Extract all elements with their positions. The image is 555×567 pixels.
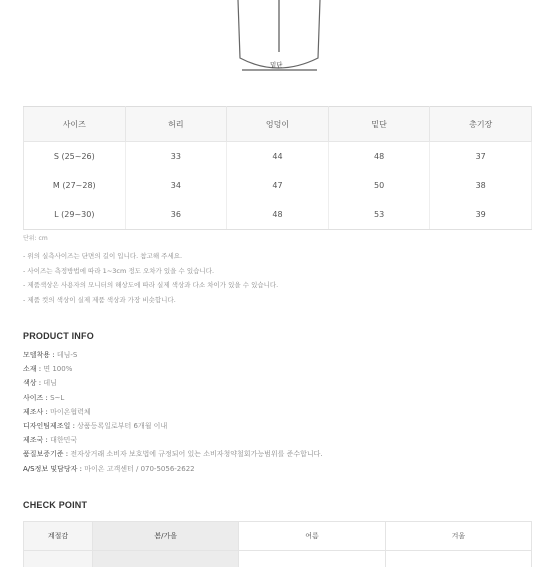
info-value: 전자상거래 소비자 보호법에 규정되어 있는 소비자청약철회가능범위를 준수합니다. (70, 450, 322, 458)
info-key: 사이즈 (23, 394, 43, 402)
header-size: 사이즈 (24, 107, 126, 142)
header-hip: 엉덩이 (227, 107, 329, 142)
waist-cell: 34 (125, 171, 227, 200)
info-sep: : (43, 408, 50, 416)
note-item: - 사이즈는 측정방법에 따라 1~3cm 정도 오차가 있을 수 있습니다. (23, 264, 278, 279)
waist-cell: 33 (125, 142, 227, 172)
info-value: 상품등록일로부터 6개월 이내 (77, 422, 167, 430)
info-sep: : (64, 450, 71, 458)
season-option-winter: 겨울 (385, 522, 531, 551)
hem-label: 밑단 (270, 60, 283, 69)
product-info-title: PRODUCT INFO (23, 331, 94, 341)
size-cell: S (25~26) (24, 142, 126, 172)
garment-diagram (0, 0, 555, 95)
unit-label: 단위: cm (23, 233, 48, 242)
size-cell: M (27~28) (24, 171, 126, 200)
info-row (23, 348, 323, 362)
size-notes (23, 249, 278, 307)
season-row (24, 522, 532, 551)
info-sep: : (50, 351, 57, 359)
info-key: 소재 (23, 365, 37, 373)
info-sep: : (43, 436, 50, 444)
table-row (24, 142, 532, 172)
info-row (23, 405, 323, 419)
info-value: 데님 (43, 379, 57, 387)
size-table-header (24, 107, 532, 142)
note-item: - 제품색상은 사용자의 모니터의 해상도에 따라 실제 색상과 다소 차이가 있을 수 있습니다. (23, 278, 278, 293)
check-point-title: CHECK POINT (23, 500, 87, 510)
hem-cell: 50 (328, 171, 430, 200)
info-value: 마이온 고객센터 / 070-5056-2622 (84, 465, 194, 473)
info-key: A/S정보 및담당자 (23, 465, 77, 473)
info-key: 디자인팀제조일 (23, 422, 70, 430)
info-row (23, 419, 323, 433)
info-key: 제조국 (23, 436, 43, 444)
info-sep: : (37, 365, 44, 373)
info-key: 색상 (23, 379, 37, 387)
info-row (23, 376, 323, 390)
hip-cell: 47 (227, 171, 329, 200)
hem-cell: 53 (328, 200, 430, 230)
info-value: S~L (50, 394, 64, 402)
info-sep: : (77, 465, 84, 473)
info-key: 품질보증기준 (23, 450, 64, 458)
info-key: 제조사 (23, 408, 43, 416)
season-label: 계절감 (24, 522, 93, 551)
product-info-list (23, 348, 323, 476)
season-option-spring-fall: 봄/가을 (93, 522, 239, 551)
info-value: 대한민국 (50, 436, 77, 444)
info-row (23, 433, 323, 447)
next-row-cell (239, 551, 385, 567)
info-row (23, 391, 323, 405)
season-option-summer: 여름 (239, 522, 385, 551)
table-row (24, 200, 532, 230)
table-row (24, 171, 532, 200)
next-row-cell (93, 551, 239, 567)
length-cell: 38 (430, 171, 532, 200)
next-row-cell (385, 551, 531, 567)
hem-cell: 48 (328, 142, 430, 172)
hip-cell: 48 (227, 200, 329, 230)
info-row (23, 362, 323, 376)
info-key: 모델착용 (23, 351, 50, 359)
info-value: 마이온협력체 (50, 408, 91, 416)
length-cell: 39 (430, 200, 532, 230)
info-sep: : (70, 422, 77, 430)
note-item: - 위의 실측사이즈는 단면의 길이 입니다. 참고해 주세요. (23, 249, 278, 264)
header-waist: 허리 (125, 107, 227, 142)
header-total-length: 총기장 (430, 107, 532, 142)
hip-cell: 44 (227, 142, 329, 172)
waist-cell: 36 (125, 200, 227, 230)
info-value: 데님-S (57, 351, 78, 359)
info-sep: : (37, 379, 44, 387)
info-row (23, 462, 323, 476)
length-cell: 37 (430, 142, 532, 172)
size-cell: L (29~30) (24, 200, 126, 230)
next-row (24, 551, 532, 567)
info-value: 면 100% (43, 365, 72, 373)
check-point-table (23, 521, 532, 567)
info-sep: : (43, 394, 50, 402)
size-table (23, 106, 532, 230)
next-row-label (24, 551, 93, 567)
info-row (23, 447, 323, 461)
note-item: - 제품 컷의 색상이 실제 제품 색상과 가장 비슷합니다. (23, 293, 278, 308)
header-hem: 밑단 (328, 107, 430, 142)
